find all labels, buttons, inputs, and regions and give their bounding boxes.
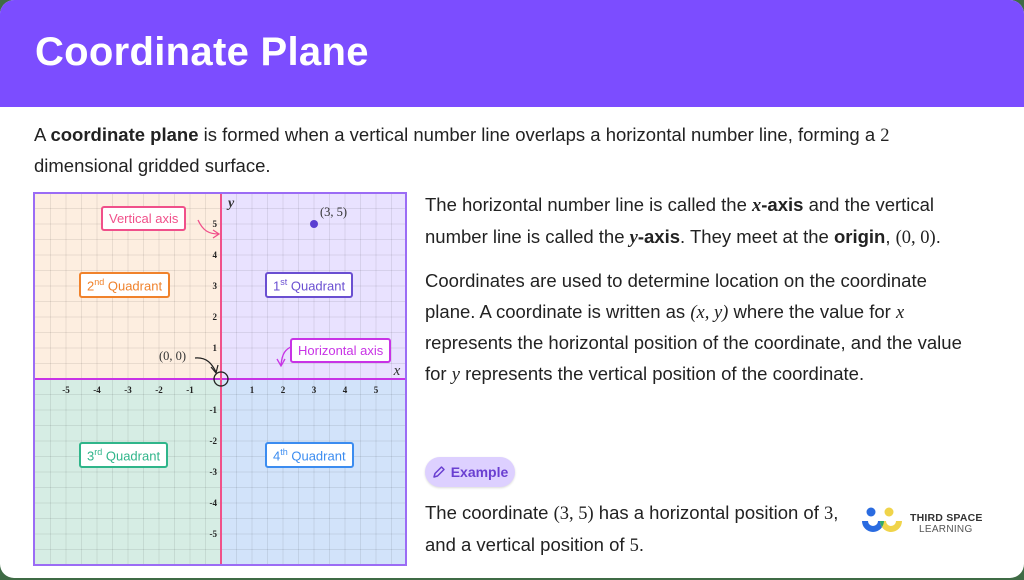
logo-text-line2: LEARNING — [919, 524, 973, 535]
pencil-icon — [432, 465, 446, 479]
svg-text:3: 3 — [311, 385, 317, 395]
svg-text:1: 1 — [212, 343, 217, 353]
svg-text:3: 3 — [212, 281, 217, 291]
svg-text:-1: -1 — [186, 385, 194, 395]
svg-text:-2: -2 — [155, 385, 163, 395]
coordinates-paragraph: Coordinates are used to determine location on the coordinate plane. A coordinate is written as (x, y) where the value for x represents the horizontal position of the coordinate, and the value for y represents the vertical position of the coordinate. — [425, 270, 962, 385]
header-banner — [0, 0, 1024, 107]
svg-text:5: 5 — [373, 385, 379, 395]
page-title: Coordinate Plane — [35, 30, 369, 74]
vertical-axis-label-text: Vertical axis — [109, 211, 179, 226]
logo-text-line1: THIRD SPACE — [910, 512, 983, 524]
quadrant-2-label: 2nd Quadrant — [79, 272, 170, 298]
svg-text:-3: -3 — [124, 385, 132, 395]
svg-text:2: 2 — [280, 385, 286, 395]
example-paragraph: The coordinate (3, 5) has a horizontal position of 3, and a vertical position of 5. — [425, 502, 839, 556]
svg-text:-2: -2 — [209, 436, 217, 446]
svg-text:-4: -4 — [93, 385, 101, 395]
intro-math: 2 — [880, 126, 890, 146]
quadrant-4-label: 4th Quadrant — [265, 442, 354, 468]
example-badge-label: Example — [450, 464, 509, 480]
quadrant-3-label: 3rd Quadrant — [79, 442, 168, 468]
coordinate-plane-graph — [33, 192, 407, 566]
intro-text: is formed when a vertical number line overlaps a horizontal number line, forming a — [198, 124, 881, 145]
intro-bold-term: coordinate plane — [50, 124, 199, 145]
intro-text: dimensional gridded surface. — [34, 155, 271, 176]
point-label: (3, 5) — [320, 205, 348, 219]
svg-text:-3: -3 — [209, 467, 217, 477]
third-space-learning-logo — [860, 505, 990, 541]
intro-text: A — [34, 124, 51, 145]
logo-mark-icon — [860, 505, 908, 541]
svg-text:-4: -4 — [209, 498, 217, 508]
svg-text:2: 2 — [212, 312, 217, 322]
x-axis-label: x — [393, 363, 401, 379]
origin-label: (0, 0) — [159, 349, 187, 363]
axes-paragraph: The horizontal number line is called the x-axis and the vertical number line is called the y-axis. They meet at the origin, (0, 0). — [425, 194, 941, 248]
graph-svg — [35, 194, 405, 564]
svg-text:5: 5 — [212, 219, 217, 229]
svg-text:4: 4 — [212, 250, 217, 260]
y-axis-label: y — [228, 196, 235, 211]
svg-text:1: 1 — [249, 385, 255, 395]
svg-text:-5: -5 — [209, 529, 217, 539]
point-3-5 — [310, 220, 318, 228]
svg-text:-5: -5 — [62, 385, 70, 395]
example-badge — [425, 457, 515, 487]
intro-paragraph — [34, 120, 994, 181]
svg-text:-1: -1 — [209, 405, 217, 415]
explanation-text — [425, 190, 965, 403]
horizontal-axis-label-text: Horizontal axis — [298, 343, 384, 358]
vertical-axis-label-box — [101, 206, 186, 231]
horizontal-axis-label-box — [290, 338, 391, 363]
quadrant-1-label: 1st Quadrant — [265, 272, 353, 298]
svg-text:4: 4 — [342, 385, 348, 395]
